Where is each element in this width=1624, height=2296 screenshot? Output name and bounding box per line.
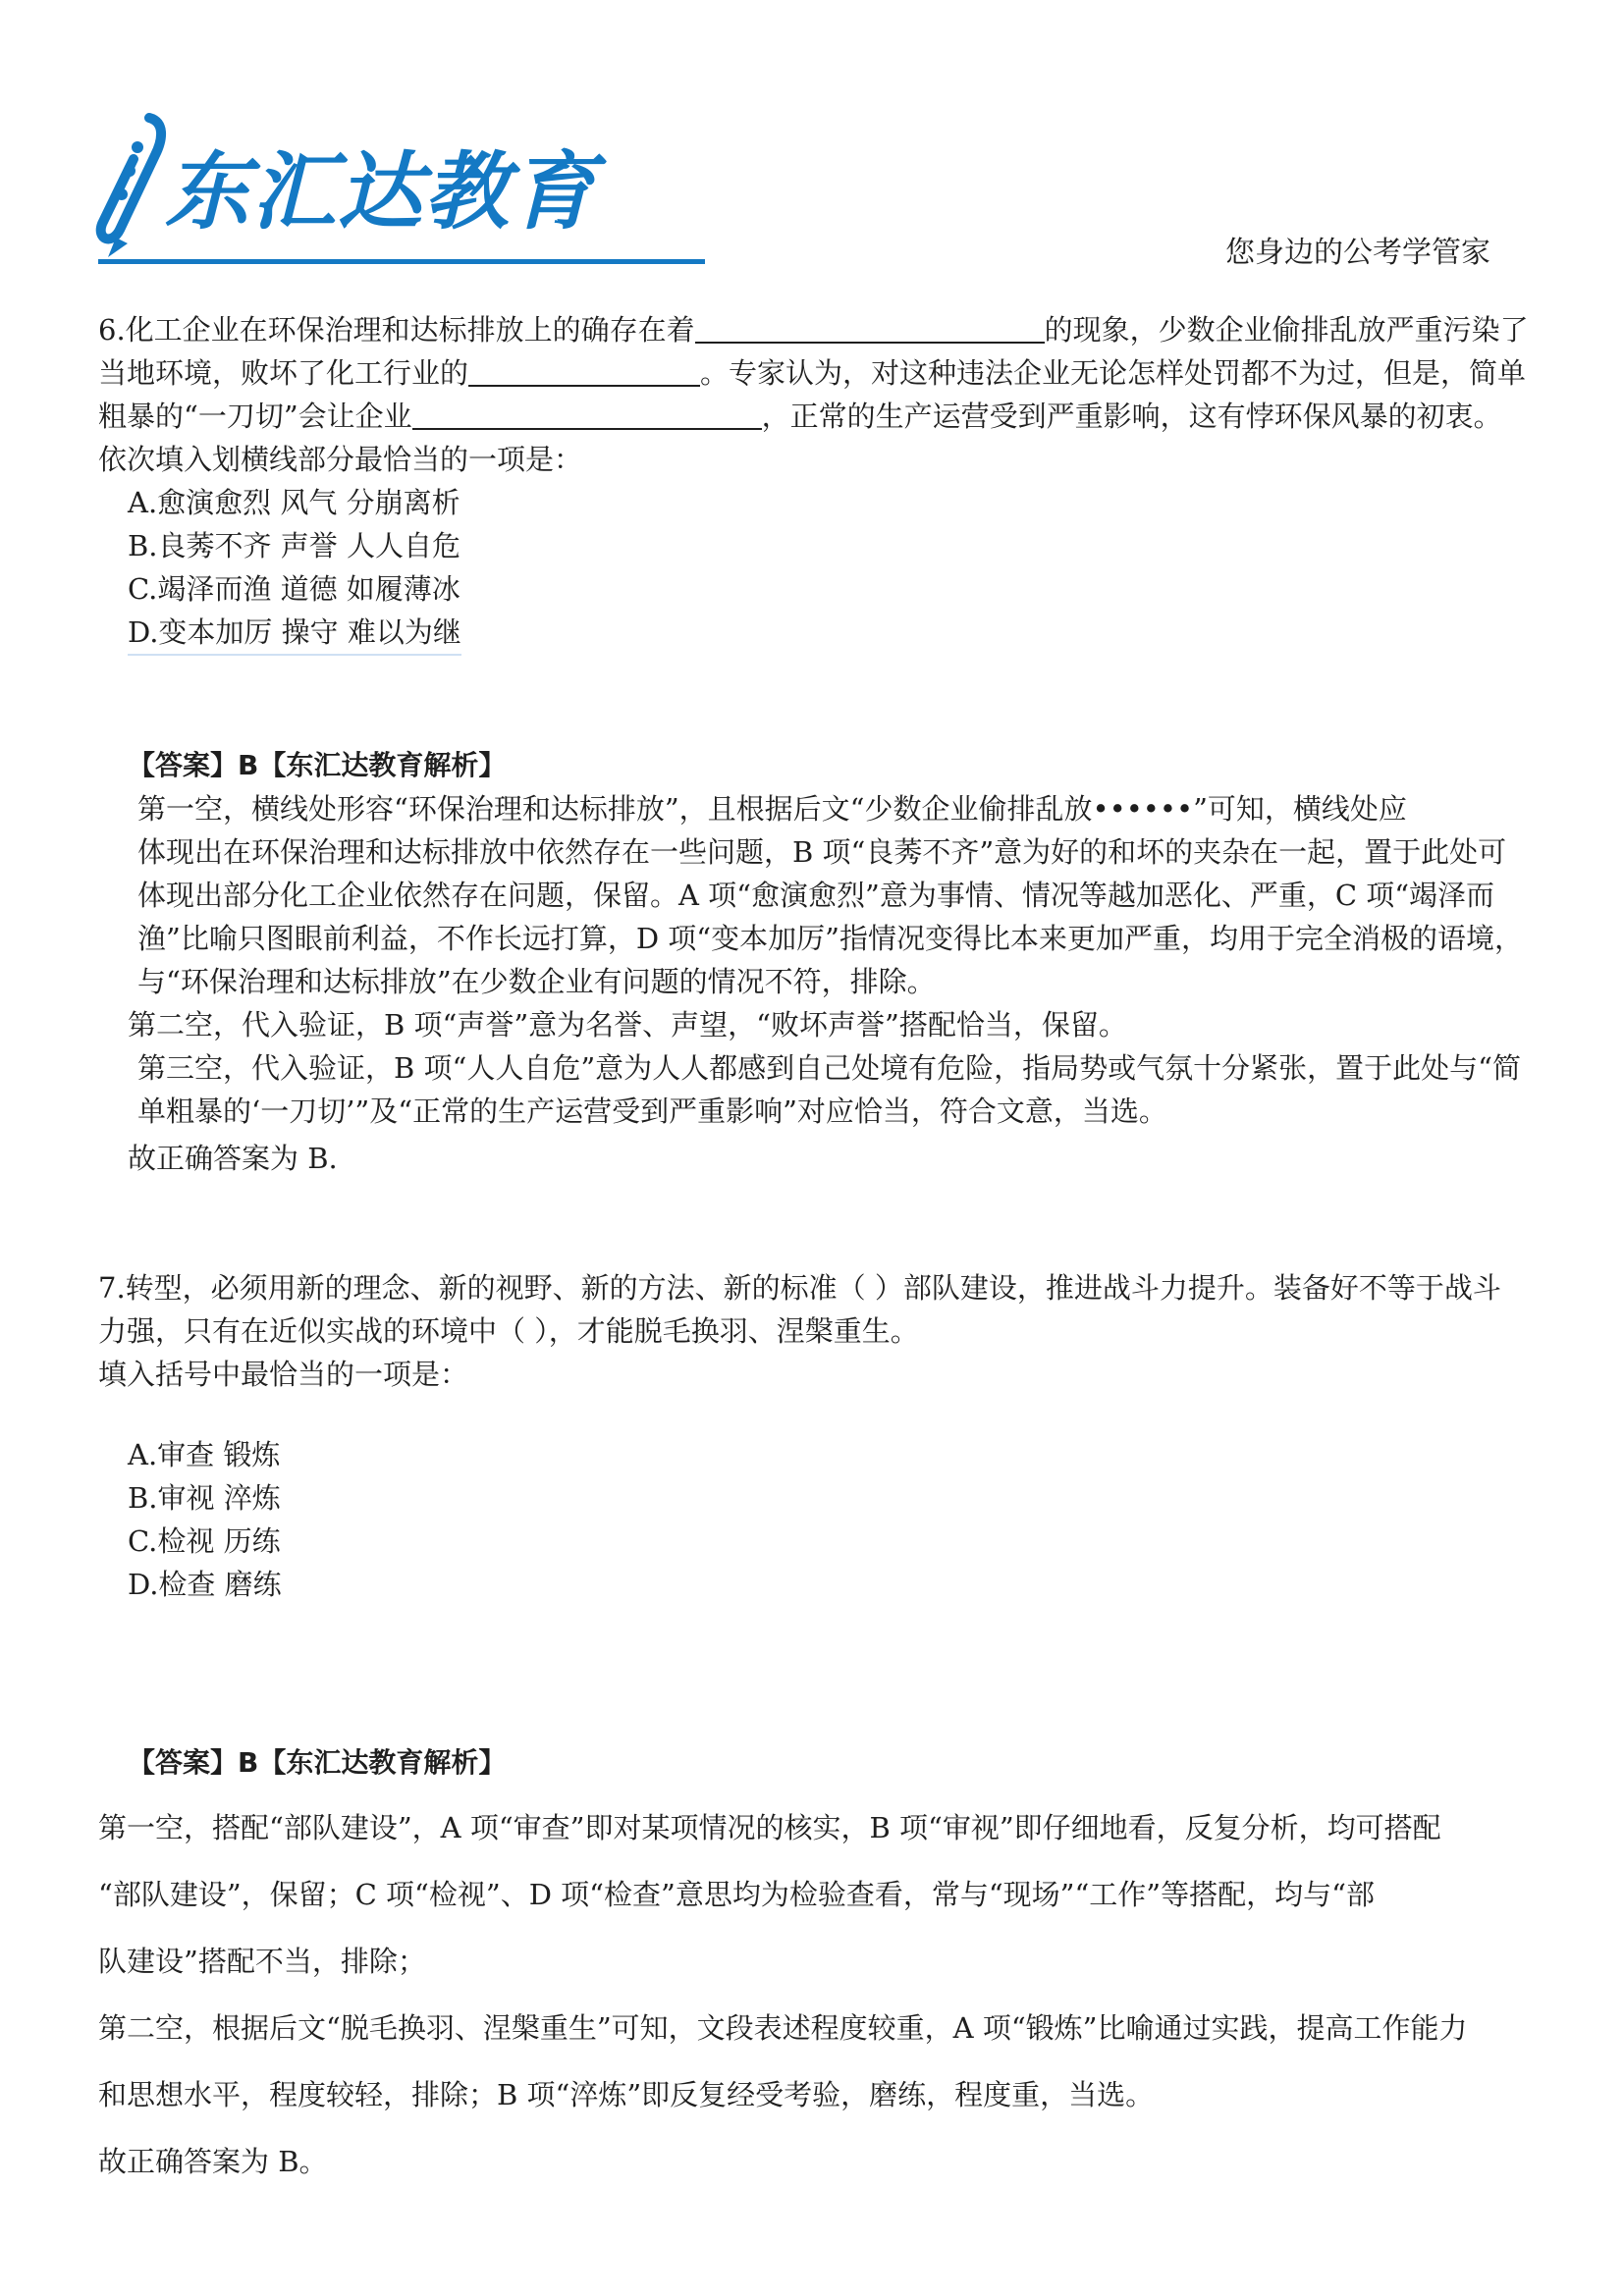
- q7-option-a: A.审查 锻炼: [128, 1438, 281, 1471]
- slogan: 您身边的公考学管家: [1225, 236, 1490, 270]
- q6-analysis-line-3: 体现出部分化工企业依然存在问题，保留。A 项“愈演愈烈”意为事情、情况等越加恶化、严重，C 项“竭泽而: [137, 879, 1495, 912]
- q6-option-b: B.良莠不齐 声誉 人人自危: [128, 529, 460, 562]
- header-divider: [98, 259, 705, 264]
- q6-stem-line-2: 当地环境，败坏了化工行业的 。专家认为，对这种违法企业无论怎样处罚都不为过，但是，简单: [98, 356, 1527, 390]
- q6-analysis-line-5: 与“环保治理和达标排放”在少数企业有问题的情况不符，排除。: [137, 965, 936, 998]
- paperclip-pencil-icon: [86, 110, 175, 265]
- q6-conclusion: 故正确答案为 B.: [128, 1142, 338, 1175]
- q7-option-d: D.检查 磨练: [128, 1568, 282, 1601]
- q6-option-a: A.愈演愈烈 风气 分崩离析: [128, 486, 460, 519]
- q7-stem-line-1: 7.转型，必须用新的理念、新的视野、新的方法、新的标准（ ）部队建设，推进战斗力提升。装备好不等于战斗: [98, 1271, 1501, 1305]
- q6-analysis-line-4: 渔”比喻只图眼前利益，不作长远打算，D 项“变本加厉”指情况变得比本来更加严重，均用于完全消极的语境，: [137, 922, 1523, 955]
- q6-analysis-line-1: 第一空，横线处形容“环保治理和达标排放”，且根据后文“少数企业偷排乱放••••••”可知，横线处应: [137, 792, 1407, 826]
- q7-stem-line-2: 力强，只有在近似实战的环境中（ ），才能脱毛换羽、涅槃重生。: [98, 1314, 919, 1348]
- q6-stem-line-1: 6.化工企业在环保治理和达标排放上的确存在着 的现象，少数企业偷排乱放严重污染了: [98, 313, 1529, 347]
- q7-option-c: C.检视 历练: [128, 1524, 281, 1558]
- logo-text: 东汇达教育: [165, 143, 597, 241]
- q6-analysis-line-6: 第二空，代入验证，B 项“声誉”意为名誉、声望，“败坏声誉”搭配恰当，保留。: [128, 1008, 1127, 1041]
- q7-conclusion: 故正确答案为 B。: [98, 2145, 328, 2178]
- q6-option-c: C.竭泽而渔 道德 如履薄冰: [128, 572, 460, 606]
- q7-analysis-line-1: 第一空，搭配“部队建设”，A 项“审查”即对某项情况的核实，B 项“审视”即仔细地看，反复分析，均可搭配: [98, 1811, 1441, 1844]
- q6-prompt: 依次填入划横线部分最恰当的一项是：: [98, 443, 583, 476]
- q7-prompt: 填入括号中最恰当的一项是：: [98, 1358, 469, 1391]
- q6-analysis-line-7: 第三空，代入验证，B 项“人人自危”意为人人都感到自己处境有危险，指局势或气氛十分紧张，置于此处与“简: [137, 1051, 1522, 1085]
- q7-analysis-line-3: 队建设”搭配不当，排除；: [98, 1945, 426, 1978]
- q6-blank-1: [695, 312, 1045, 344]
- q7-analysis-line-5: 和思想水平，程度较轻，排除；B 项“淬炼”即反复经受考验，磨练，程度重，当选。: [98, 2078, 1155, 2111]
- q6-blank-3: [412, 399, 762, 430]
- q6-answer-header: 【答案】B【东汇达教育解析】: [128, 749, 507, 781]
- q7-option-b: B.审视 淬炼: [128, 1481, 281, 1515]
- q7-answer-header: 【答案】B【东汇达教育解析】: [128, 1746, 507, 1779]
- q6-analysis-line-2: 体现出在环保治理和达标排放中依然存在一些问题，B 项“良莠不齐”意为好的和坏的夹杂在一起，置于此处可: [137, 835, 1507, 869]
- q6-analysis-line-8: 单粗暴的‘一刀切’”及“正常的生产运营受到严重影响”对应恰当，符合文意，当选。: [137, 1095, 1167, 1128]
- q7-analysis-line-4: 第二空，根据后文“脱毛换羽、涅槃重生”可知，文段表述程度较重，A 项“锻炼”比喻通过实践，提高工作能力: [98, 2011, 1468, 2045]
- q7-analysis-line-2: “部队建设”，保留；C 项“检视”、D 项“检查”意思均为检验查看，常与“现场”“工作”等搭配，均与“部: [98, 1878, 1375, 1911]
- q6-option-d: D.变本加厉 操守 难以为继: [128, 611, 461, 654]
- q6-stem-line-3: 粗暴的“一刀切”会让企业 ，正常的生产运营受到严重影响，这有悖环保风暴的初衷。: [98, 400, 1502, 433]
- q6-blank-2: [468, 355, 700, 387]
